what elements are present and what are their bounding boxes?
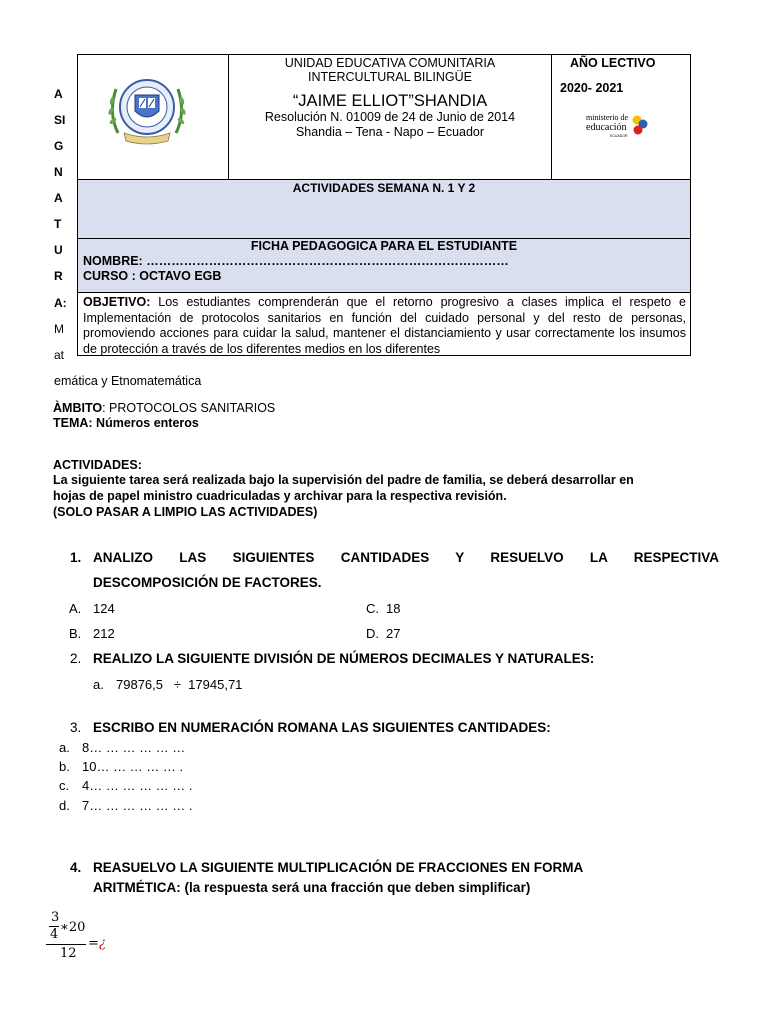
institution-line: INTERCULTURAL BILINGÜE (308, 70, 472, 84)
curso-field: CURSO : OCTAVO EGB (83, 269, 222, 283)
objetivo-label: OBJETIVO: (83, 295, 151, 309)
item-letter: C. (366, 601, 379, 616)
item-letter: d. (59, 798, 70, 813)
question-title: REALIZO LA SIGUIENTE DIVISIÓN DE NÚMEROS DECIMALES Y NATURALES: (93, 651, 595, 666)
item-value: 10… … … … … . (82, 759, 184, 774)
ambito-line (53, 401, 275, 415)
item-value: 212 (93, 626, 115, 641)
item-value: 8… … … … … … (82, 740, 186, 755)
item-letter: A. (69, 601, 82, 616)
tema-line (53, 416, 199, 430)
side-letter: U (54, 243, 63, 257)
activities-label: ACTIVIDADES: (53, 458, 142, 472)
objetivo-row (78, 293, 690, 355)
list-item (69, 626, 115, 641)
item-value: 18 (386, 601, 401, 616)
list-item (59, 740, 186, 755)
ambito-value: : PROTOCOLOS SANITARIOS (102, 401, 276, 415)
location-text: Shandia – Tena - Napo – Ecuador (295, 125, 485, 139)
institution-cell (229, 55, 551, 179)
side-letter: N (54, 165, 63, 179)
activities-instruction: hojas de papel ministro cuadriculadas y archivar para la respectiva revisión. (53, 489, 507, 503)
side-letter: A: (54, 296, 67, 310)
activities-instruction: La siguiente tarea será realizada bajo la supervisión del padre de familia, se deberá desarrollar en (53, 473, 634, 487)
question-number: 1. (70, 550, 82, 565)
list-item (59, 798, 193, 813)
question-number: 2. (70, 651, 82, 666)
school-year-cell (552, 55, 690, 179)
school-name: “JAIME ELLIOT”SHANDIA (292, 92, 488, 110)
item-letter: c. (59, 778, 70, 793)
times-twenty: ∗20 (60, 920, 86, 935)
side-letter: R (54, 269, 63, 283)
equals-sign: = (88, 936, 99, 951)
question-title: ANALIZO LAS SIGUIENTES CANTIDADES Y RESUELVO LA RESPECTIVA (93, 550, 719, 565)
denominator: 12 (60, 946, 77, 961)
item-value: 4… … … … … … . (82, 778, 193, 793)
question-number: 4. (70, 860, 82, 875)
side-letter: M (54, 322, 64, 336)
question-title: ESCRIBO EN NUMERACIÓN ROMANA LAS SIGUIENTES CANTIDADES: (93, 720, 551, 735)
objetivo-text: Los estudiantes comprenderán que el retorno progresivo a clases implica el respeto e Implementación de protocolos sanitarios en función del cuidado personal y del resto de personas, promoviendo acciones para cuidar la salud, mantener el distanciamiento y usar correctamente los insumos de protección a través de los diferentes medios en los diferentes (83, 295, 686, 355)
inner-denominator: 4 (50, 927, 59, 942)
ministry-flag-icon (632, 115, 648, 137)
list-item (69, 601, 115, 616)
side-letter: at (54, 348, 65, 362)
item-letter: a. (93, 677, 104, 692)
list-item (93, 677, 243, 692)
question-title: REASUELVO LA SIGUIENTE MULTIPLICACIÓN DE FRACCIONES EN FORMA (93, 860, 584, 875)
header-table (77, 54, 691, 356)
ficha-title: FICHA PEDAGOGICA PARA EL ESTUDIANTE (250, 239, 518, 253)
tema-value: Números enteros (92, 416, 199, 430)
list-item (59, 759, 184, 774)
item-value: 124 (93, 601, 115, 616)
ministry-line: ECUADOR (610, 134, 628, 138)
ambito-label: ÀMBITO (53, 401, 103, 415)
nombre-field: NOMBRE: …………………………………………………………………………… (83, 254, 509, 268)
institution-line: UNIDAD EDUCATIVA COMUNITARIA (284, 56, 496, 70)
year-label: AÑO LECTIVO (570, 56, 656, 70)
resolution-text: Resolución N. 01009 de 24 de Junio de 2014 (264, 110, 516, 124)
list-item (366, 601, 401, 616)
question-title: ARITMÉTICA: (la respuesta será una fracción que deben simplificar) (93, 880, 531, 895)
year-value: 2020- 2021 (560, 81, 624, 95)
item-value: 7… … … … … … . (82, 798, 193, 813)
list-item (59, 778, 193, 793)
side-letter: T (54, 217, 62, 231)
item-letter: D. (366, 626, 379, 641)
item-value: 79876,5 ÷ 17945,71 (116, 677, 243, 692)
activities-week-title: ACTIVIDADES SEMANA N. 1 Y 2 (292, 181, 476, 195)
school-logo-cell (78, 55, 228, 179)
tema-label: TEMA: (53, 416, 93, 430)
main-fraction-bar (46, 944, 86, 945)
ministry-line: ministerio de (586, 113, 628, 122)
school-seal-icon (104, 71, 190, 151)
subject-tail: emática y Etnomatemática (54, 374, 202, 388)
item-letter: b. (59, 759, 70, 774)
inner-numerator: 3 (51, 910, 60, 925)
question-number: 3. (70, 720, 82, 735)
item-letter: a. (59, 740, 70, 755)
side-letter: G (54, 139, 64, 153)
fraction-formula (46, 910, 126, 970)
question-title: DESCOMPOSICIÓN DE FACTORES. (93, 575, 322, 590)
item-letter: B. (69, 626, 82, 641)
item-value: 27 (386, 626, 401, 641)
side-letter: A (54, 191, 63, 205)
side-letter: SI (54, 113, 66, 127)
activities-instruction: (SOLO PASAR A LIMPIO LAS ACTIVIDADES) (53, 505, 318, 519)
ficha-row (78, 239, 690, 292)
result-mark: ¿ (99, 936, 106, 951)
activities-week-row (78, 180, 690, 238)
ministry-line: educación (586, 122, 627, 133)
side-letter: A (54, 87, 63, 101)
list-item (366, 626, 401, 641)
ministry-logo (586, 113, 656, 145)
